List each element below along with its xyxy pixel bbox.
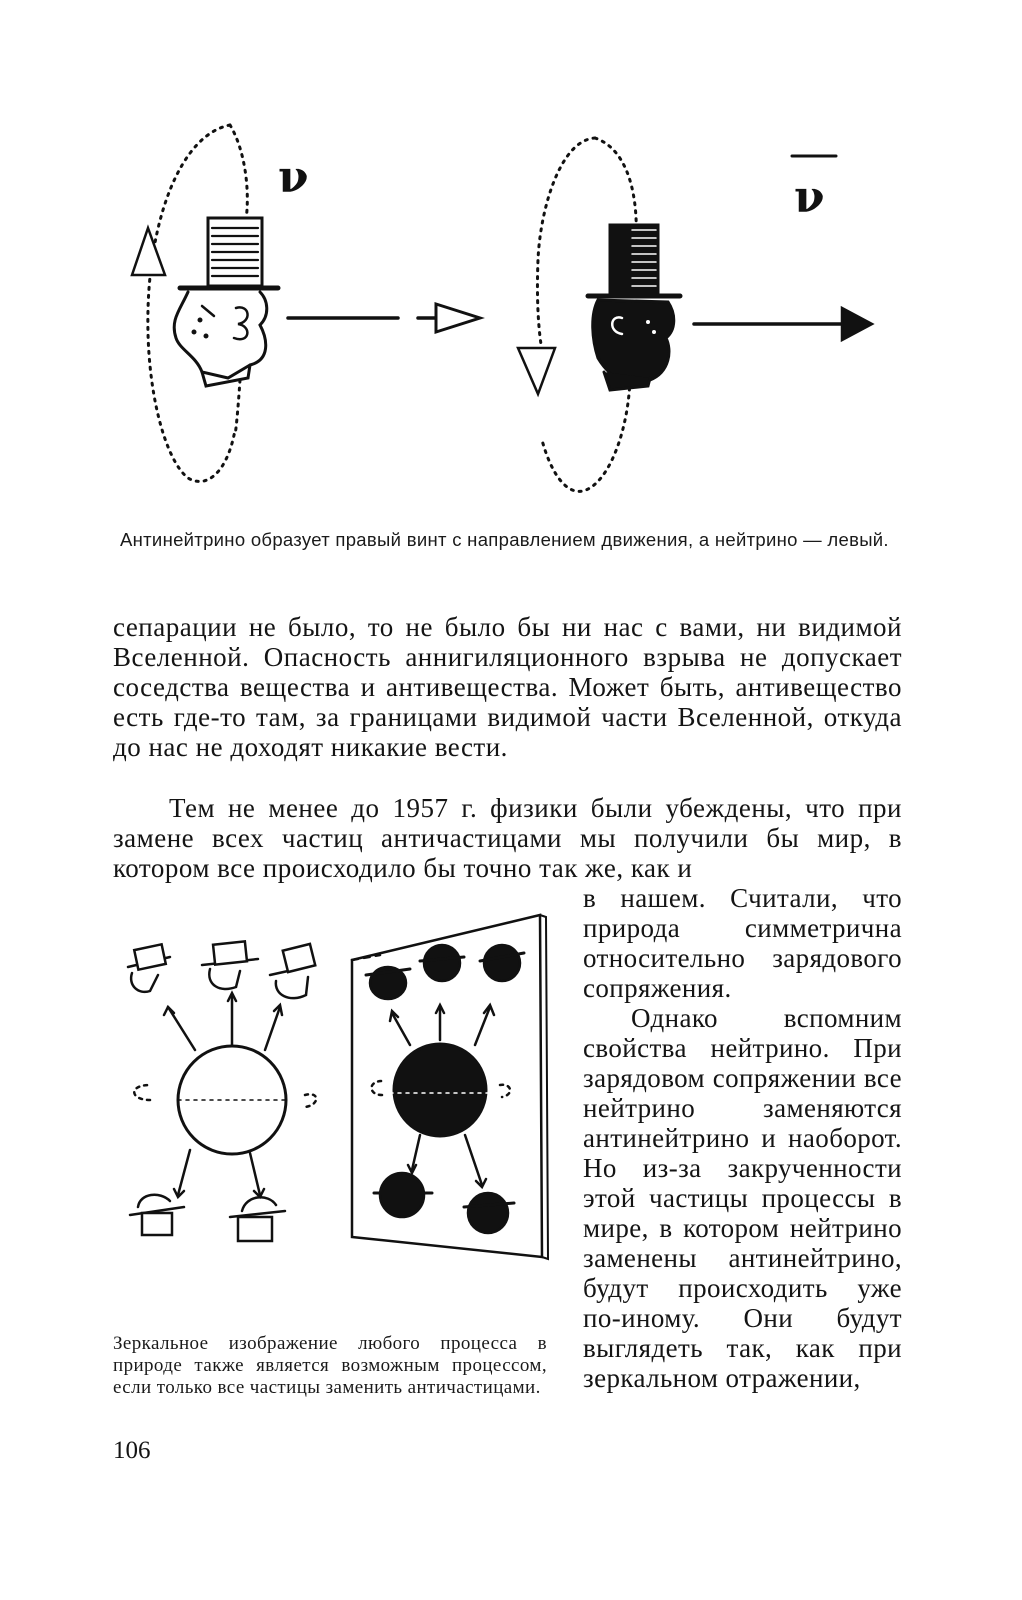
neutrino-helicity-figure — [110, 110, 900, 520]
antineutrino-head-icon — [588, 225, 680, 390]
white-hat-icon — [202, 941, 258, 989]
mirror-process-drawing — [352, 915, 548, 1259]
white-hat-icon — [270, 944, 315, 998]
right-motion-arrow — [694, 308, 872, 340]
paragraph-3: Однако вспомним свойства нейтрино. При зарядовом сопряжении все нейтрино заменяются антинейтрино и наоборот. Но из-за закрученности этой частицы процессы в мире, в котором нейтрино заменены антинейтрино, будут происходить уже по-иному. Они будут выглядеть так, как при зеркальном отражении, — [583, 1003, 902, 1393]
paragraph-2-continued: в нашем. Считали, что природа симметрична относительно зарядового сопряжения. — [583, 883, 902, 1003]
white-hat-icon — [230, 1197, 285, 1241]
antineutrino-label: ν — [794, 172, 825, 223]
page-number: 106 — [113, 1437, 151, 1464]
mirror-charge-conjugation-figure — [110, 895, 560, 1275]
neutrino-label: ν — [278, 152, 309, 203]
left-motion-arrow — [288, 304, 480, 332]
paragraph-2: Тем не менее до 1957 г. физики были убеждены, что при замене всех частиц античастицами мы получили бы мир, в котором все происходило бы точно так же, как и — [113, 793, 902, 883]
figure-caption-top: Антинейтрино образует правый винт с направлением движения, а нейтрино — левый. — [120, 529, 889, 550]
white-hat-icon — [128, 944, 170, 992]
left-process-drawing — [128, 941, 316, 1241]
figure-caption-bottom: Зеркальное изображение любого процесса в природе также является возможным процессом, если только все частицы заменить античастицами. — [113, 1333, 547, 1398]
paragraph-1: сепарации не было, то не было бы ни нас с вами, ни видимой Вселенной. Опасность аннигиляционного взрыва не допускает соседства вещества и антивещества. Может быть, антивещество есть где-то там, за границами видимой части Вселенной, откуда до нас не доходят никакие вести. — [113, 612, 902, 762]
white-hat-icon — [130, 1195, 184, 1235]
neutrino-head-icon — [174, 218, 278, 386]
